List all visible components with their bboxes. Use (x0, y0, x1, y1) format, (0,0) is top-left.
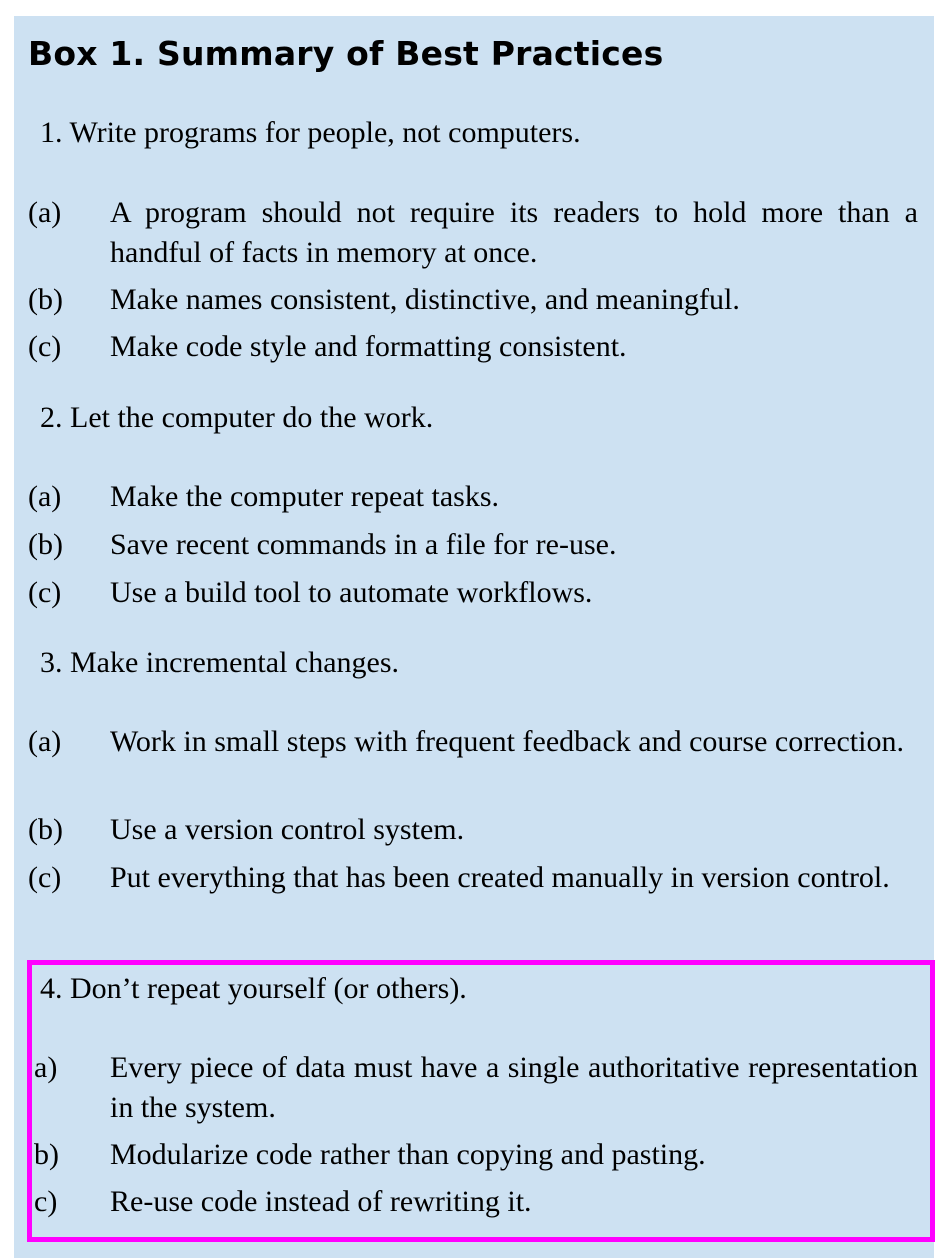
section-3-item-a-text: Work in small steps with frequent feedback and course correction. (110, 725, 904, 758)
section-1-item-b-label: (b) (28, 283, 63, 316)
section-1-item-a-text: A program should not require its readers to hold more than a handful of facts in memory at once. (110, 196, 918, 269)
section-1-item-c-label: (c) (28, 330, 62, 363)
section-4-item-b-text: Modularize code rather than copying and pasting. (110, 1138, 706, 1171)
section-4-item-a-label: a) (34, 1051, 58, 1084)
section-1-heading: 1. Write programs for people, not computers. (40, 116, 581, 149)
section-1-item-b-text: Make names consistent, distinctive, and meaningful. (110, 283, 740, 316)
section-4-item-c-text: Re-use code instead of rewriting it. (110, 1185, 532, 1218)
section-2-item-c-text: Use a build tool to automate workflows. (110, 576, 593, 609)
section-1-item-c-text: Make code style and formatting consistent. (110, 330, 627, 363)
section-3-heading: 3. Make incremental changes. (40, 646, 400, 679)
box-title: Box 1. Summary of Best Practices (28, 34, 664, 73)
section-4-highlight-frame (27, 960, 935, 1242)
section-1-item-a-label: (a) (28, 196, 62, 229)
section-3-item-c-text: Put everything that has been created manually in version control. (110, 861, 890, 894)
section-4-heading: 4. Don’t repeat yourself (or others). (40, 972, 467, 1005)
section-2-item-b-text: Save recent commands in a file for re-use. (110, 528, 617, 561)
section-4-item-b-label: b) (34, 1138, 59, 1171)
section-3-item-a-label: (a) (28, 725, 62, 758)
section-2-item-c-label: (c) (28, 576, 62, 609)
section-2-heading: 2. Let the computer do the work. (40, 401, 434, 434)
section-3-item-b-label: (b) (28, 813, 63, 846)
section-2-item-b-label: (b) (28, 528, 63, 561)
section-3-item-c-label: (c) (28, 861, 62, 894)
section-4-item-a-text: Every piece of data must have a single authoritative representation in the system. (110, 1051, 918, 1124)
section-2-item-a-text: Make the computer repeat tasks. (110, 480, 500, 513)
section-4-item-c-label: c) (34, 1185, 58, 1218)
section-2-item-a-label: (a) (28, 480, 62, 513)
section-3-item-b-text: Use a version control system. (110, 813, 465, 846)
